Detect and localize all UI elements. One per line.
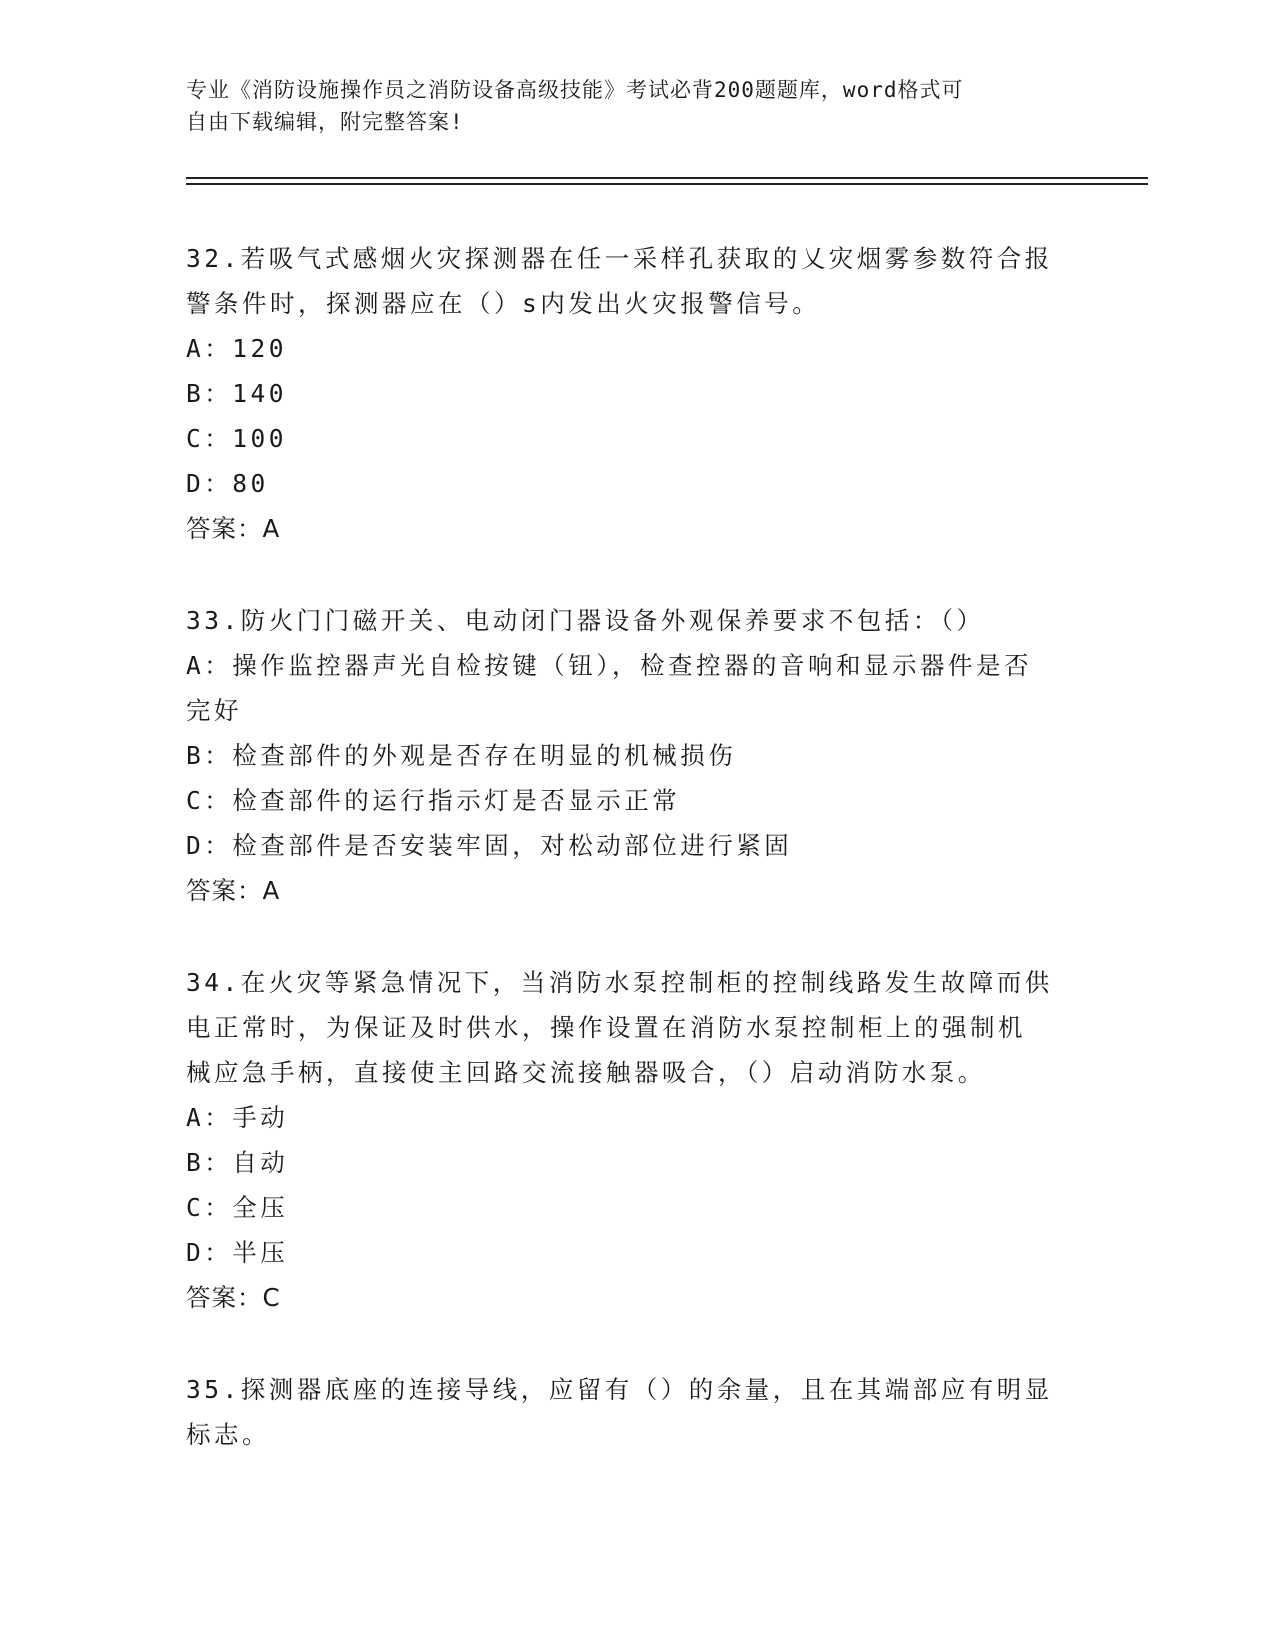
question-stem-line: 32.若吸气式感烟火灾探测器在任一采样孔获取的乂灾烟雾参数符合报	[186, 244, 1053, 273]
header-divider-bottom	[186, 183, 1148, 185]
question-stem-line: 电正常时，为保证及时供水，操作设置在消防水泵控制柜上的强制机	[186, 1013, 1026, 1042]
option-d: D：80	[186, 469, 269, 498]
answer: 答案：A	[186, 876, 281, 905]
question-stem-line: 警条件时，探测器应在（）s内发出火灾报警信号。	[186, 289, 821, 318]
answer: 答案：C	[186, 1283, 281, 1312]
option-d: D：半压	[186, 1238, 289, 1267]
option-a-continued: 完好	[186, 696, 242, 725]
question-33	[186, 598, 1066, 913]
option-d: D：检查部件是否安装牢固，对松动部位进行紧固	[186, 831, 793, 860]
question-stem-line: 械应急手柄，直接使主回路交流接触器吸合，（）启动消防水泵。	[186, 1058, 986, 1087]
option-b: B：自动	[186, 1148, 289, 1177]
question-stem-line: 34.在火灾等紧急情况下，当消防水泵控制柜的控制线路发生故障而供	[186, 968, 1053, 997]
question-list	[186, 236, 1066, 1504]
question-stem-line: 标志。	[186, 1420, 270, 1449]
option-b: B：140	[186, 379, 288, 408]
answer: 答案：A	[186, 514, 281, 543]
header-divider-top	[186, 177, 1148, 179]
header-line-1: 专业《消防设施操作员之消防设备高级技能》考试必背200题题库，word格式可	[186, 78, 964, 102]
option-b: B：检查部件的外观是否存在明显的机械损伤	[186, 741, 737, 770]
document-header	[186, 74, 1066, 138]
question-34	[186, 960, 1066, 1320]
question-stem-line: 33.防火门门磁开关、电动闭门器设备外观保养要求不包括：（）	[186, 606, 985, 635]
option-a: A：手动	[186, 1103, 289, 1132]
question-32	[186, 236, 1066, 551]
header-line-2: 自由下载编辑，附完整答案!	[186, 110, 464, 134]
option-c: C：检查部件的运行指示灯是否显示正常	[186, 786, 681, 815]
option-a: A：操作监控器声光自检按键（钮），检查控器的音响和显示器件是否	[186, 651, 1032, 680]
question-stem-line: 35.探测器底座的连接导线，应留有（）的余量，且在其端部应有明显	[186, 1375, 1053, 1404]
option-c: C：全压	[186, 1193, 289, 1222]
question-35	[186, 1367, 1066, 1457]
option-a: A：120	[186, 334, 288, 363]
option-c: C：100	[186, 424, 288, 453]
